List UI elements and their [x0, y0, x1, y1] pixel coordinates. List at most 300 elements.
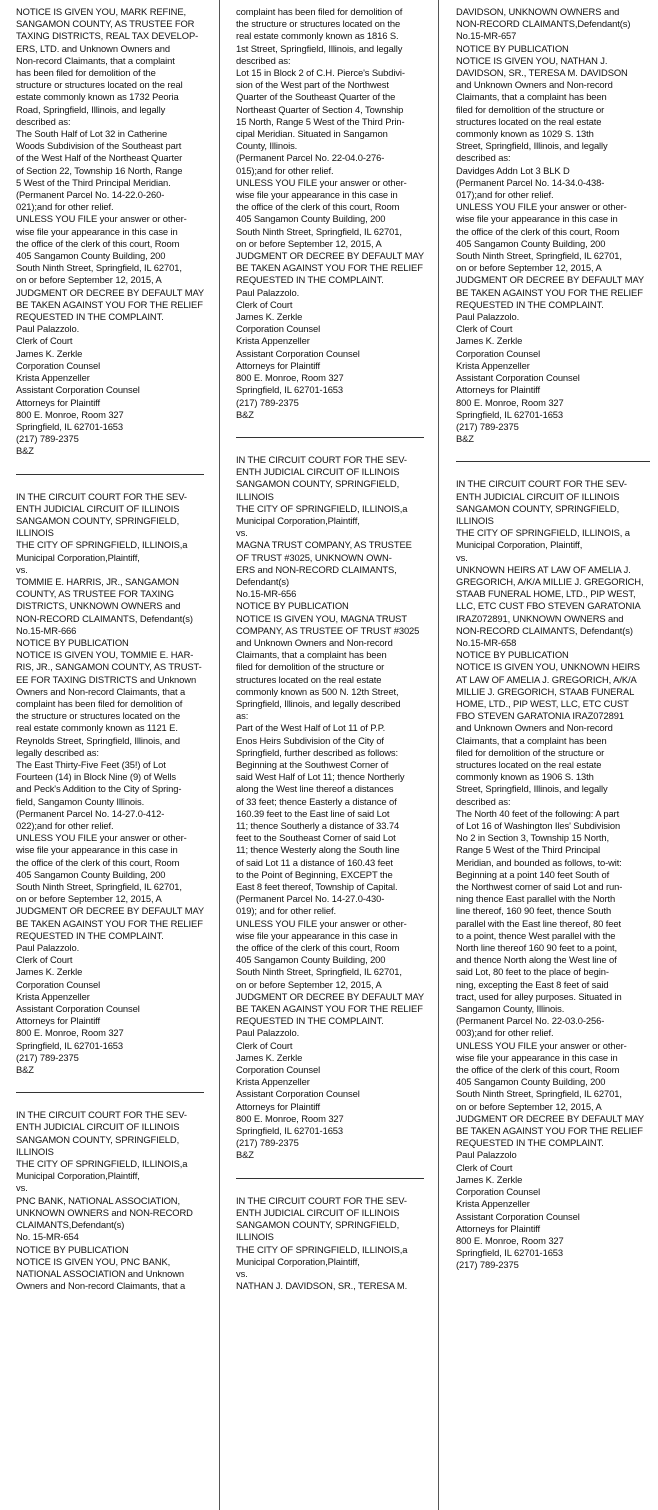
notice-line: described as: — [456, 152, 511, 164]
notice-line: and Unknown Owners and Non-record — [456, 722, 613, 734]
notice-line: THE CITY OF SPRINGFIELD, ILLINOIS,a — [16, 539, 188, 551]
notice-line: OF TRUST #3025, UNKNOWN OWN- — [236, 551, 392, 563]
notice-line: NOTICE IS GIVEN YOU, PNC BANK, — [16, 1255, 171, 1267]
notice-line: Attorneys for Plaintiff — [456, 384, 541, 396]
notice-line: the office of the clerk of this court, Room — [456, 1064, 620, 1076]
legal-notice — [16, 6, 204, 458]
notice-line: complaint has been filed for demolition of — [16, 697, 183, 709]
notice-line: of 33 feet; thence Easterly a distance of — [236, 795, 397, 807]
notice-separator — [236, 1178, 424, 1179]
legal-notice — [16, 1109, 204, 1292]
legal-notice — [236, 6, 424, 421]
notice-line: County, Illinois. — [236, 140, 298, 152]
notice-line: NOTICE IS GIVEN YOU, MAGNA TRUST — [236, 612, 407, 624]
notice-line: Paul Palazzolo. — [236, 286, 300, 298]
notice-line: ILLINOIS — [16, 1145, 54, 1157]
notice-line: Defendant(s) — [236, 575, 289, 587]
column-1 — [16, 6, 204, 1510]
notice-line: and Unknown Owners and Non-record — [456, 79, 613, 91]
notice-line: No.15-MR-657 — [456, 30, 517, 42]
notice-line: B&Z — [456, 433, 474, 445]
notice-line: Municipal Corporation,Plaintiff, — [236, 514, 360, 526]
notice-line: NON-RECORD CLAIMANTS, Defendant(s) — [16, 612, 193, 624]
notice-line: filed for demolition of the structure or — [456, 103, 605, 115]
notice-line: Municipal Corporation,Plaintiff, — [16, 551, 140, 563]
notice-line: 405 Sangamon County Building, 200 — [456, 237, 606, 249]
notice-line: Assistant Corporation Counsel — [456, 1210, 580, 1222]
notice-line: Attorneys for Plaintiff — [236, 1100, 321, 1112]
notice-line: (Permanent Parcel No. 22-04.0-276- — [236, 152, 385, 164]
notice-line: BE TAKEN AGAINST YOU FOR THE RELIEF — [236, 1003, 423, 1015]
notice-line: legally described as: — [16, 746, 99, 758]
notice-line: NOTICE IS GIVEN YOU, NATHAN J. — [456, 54, 608, 66]
notice-line: Beginning at the Southwest Corner of — [236, 758, 389, 770]
notice-line: (217) 789-2375 — [236, 1137, 299, 1149]
notice-line: on or before September 12, 2015, A — [236, 237, 382, 249]
notice-line: on or before September 12, 2015, A — [456, 262, 602, 274]
notice-line: MILLIE J. GREGORICH, STAAB FUNERAL — [456, 685, 635, 697]
notice-line: commonly known as 1906 S. 13th — [456, 771, 594, 783]
notice-line: Corporation Counsel — [16, 978, 101, 990]
notice-line: RIS, JR., SANGAMON COUNTY, AS TRUST- — [16, 661, 202, 673]
notice-line: sion of the West part of the Northwest — [236, 79, 389, 91]
notice-line: has been filed for demolition of the — [16, 67, 156, 79]
notice-line: UNLESS YOU FILE your answer or other- — [16, 213, 187, 225]
notice-line: Corporation Counsel — [16, 359, 101, 371]
notice-line: TAXING DISTRICTS, REAL TAX DEVELOP- — [16, 30, 199, 42]
notice-line: JUDGMENT OR DECREE BY DEFAULT MAY — [456, 274, 645, 286]
notice-line: NOTICE BY PUBLICATION — [456, 42, 569, 54]
notice-line: Claimants, that a complaint has been — [456, 734, 607, 746]
notice-separator — [16, 474, 204, 475]
notice-line: Assistant Corporation Counsel — [16, 384, 140, 396]
notice-line: BE TAKEN AGAINST YOU FOR THE RELIEF — [456, 286, 643, 298]
notice-line: 015);and for other relief. — [236, 164, 334, 176]
notice-line: LLC, ETC CUST FBO STEVEN GARATONIA — [456, 600, 641, 612]
notice-line: No. 15-MR-654 — [16, 1231, 79, 1243]
notice-line: Clerk of Court — [236, 298, 293, 310]
notice-line: SANGAMON COUNTY, SPRINGFIELD, — [236, 478, 400, 490]
notice-line: JUDGMENT OR DECREE BY DEFAULT MAY — [236, 250, 424, 262]
notice-line: NOTICE BY PUBLICATION — [456, 649, 569, 661]
notice-line: wise file your appearance in this case in — [16, 844, 178, 856]
notice-line: REQUESTED IN THE COMPLAINT. — [456, 298, 604, 310]
notice-line: REQUESTED IN THE COMPLAINT. — [236, 1015, 384, 1027]
notice-line: 5 West of the Third Principal Meridian. — [16, 176, 171, 188]
notice-line: along the West line thereof a distances — [236, 783, 394, 795]
notice-line: SANGAMON COUNTY, SPRINGFIELD, — [16, 514, 180, 526]
notice-line: NATIONAL ASSOCIATION and Unknown — [16, 1267, 185, 1279]
notice-line: Street, Springfield, Illinois, and legally — [456, 783, 608, 795]
notice-line: 11; thence Southerly a distance of 33.74 — [236, 820, 400, 831]
notice-line: Attorneys for Plaintiff — [456, 1222, 541, 1234]
legal-notice — [16, 491, 204, 1077]
notice-line: Corporation Counsel — [236, 323, 321, 335]
notice-line: James K. Zerkle — [236, 311, 303, 323]
notice-line: vs. — [236, 527, 248, 539]
notice-line: THE CITY OF SPRINGFIELD, ILLINOIS,a — [236, 1243, 408, 1255]
notice-line: Clerk of Court — [456, 1161, 513, 1173]
notice-line: FBO STEVEN GARATONIA IRAZ072891 — [456, 710, 624, 722]
notice-separator — [456, 461, 650, 462]
notice-line: JUDGMENT OR DECREE BY DEFAULT MAY — [16, 286, 204, 298]
notice-line: James K. Zerkle — [16, 347, 83, 359]
notice-line: wise file your appearance in this case in — [236, 929, 398, 941]
notice-line: EE FOR TAXING DISTRICTS and Unknown — [16, 673, 197, 685]
notice-line: Assistant Corporation Counsel — [236, 347, 360, 359]
notice-line: Krista Appenzeller — [16, 372, 90, 384]
notice-line: the office of the clerk of this court, Room — [16, 237, 180, 249]
notice-line: as: — [236, 710, 249, 722]
notice-line: THE CITY OF SPRINGFIELD, ILLINOIS, a — [456, 527, 630, 539]
notice-line: Springfield, IL 62701-1653 — [236, 384, 344, 396]
notice-line: AT LAW OF AMELIA J. GREGORICH, A/K/A — [456, 673, 637, 685]
notice-line: on or before September 12, 2015, A — [16, 274, 162, 286]
notice-line: to the Point of Beginning, EXCEPT the — [236, 868, 393, 880]
notice-line: 405 Sangamon County Building, 200 — [456, 1076, 606, 1088]
notice-line: B&Z — [236, 408, 254, 420]
notice-line: Paul Palazzolo. — [236, 1027, 300, 1039]
notice-line: ILLINOIS — [236, 490, 274, 502]
notice-line: 405 Sangamon County Building, 200 — [236, 954, 386, 966]
notice-line: Corporation Counsel — [456, 1186, 541, 1198]
notice-line: Clerk of Court — [16, 335, 73, 347]
notice-line: said Lot, 80 feet to the place of begin- — [456, 966, 609, 978]
notice-line: (Permanent Parcel No. 14-27.0-412- — [16, 807, 165, 819]
notice-line: The South Half of Lot 32 in Catherine — [16, 128, 168, 140]
notice-line: SANGAMON COUNTY, AS TRUSTEE FOR — [16, 18, 195, 30]
notice-line: DAVIDSON, UNKNOWN OWNERS and — [456, 6, 620, 17]
notice-line: The East Thirty-Five Feet (35!) of Lot — [16, 758, 166, 770]
notice-line: Road, Springfield, Illinois, and legally — [16, 103, 166, 115]
notice-line: JUDGMENT OR DECREE BY DEFAULT MAY — [16, 905, 204, 917]
notice-line: Springfield, IL 62701-1653 — [456, 408, 564, 420]
notice-line: real estate commonly known as 1121 E. — [16, 722, 178, 734]
notice-line: NOTICE IS GIVEN YOU, MARK REFINE, — [16, 6, 186, 17]
notice-line: 160.39 feet to the East line of said Lot — [236, 807, 390, 819]
notice-line: line thereof, 160 90 feet, thence South — [456, 905, 612, 917]
notice-line: Clerk of Court — [236, 1039, 293, 1051]
notice-line: East 8 feet thereof, Township of Capital. — [236, 881, 398, 893]
notice-line: BE TAKEN AGAINST YOU FOR THE RELIEF — [456, 1125, 643, 1137]
notice-line: Sangamon County, Illinois. — [456, 1003, 565, 1015]
notice-line: Clerk of Court — [16, 954, 73, 966]
notice-line: on or before September 12, 2015, A — [16, 893, 162, 905]
notice-line: TOMMIE E. HARRIS, JR., SANGAMON — [16, 575, 179, 587]
notice-line: Assistant Corporation Counsel — [16, 1003, 140, 1015]
notice-line: Springfield, further described as follows: — [236, 746, 399, 758]
notice-line: JUDGMENT OR DECREE BY DEFAULT MAY — [236, 990, 424, 1002]
notice-line: 800 E. Monroe, Room 327 — [16, 408, 124, 420]
notice-line: Meridian, and bounded as follows, to-wit: — [456, 856, 622, 868]
notice-line: Woods Subdivision of the Southeast part — [16, 140, 182, 152]
notice-line: wise file your appearance in this case in — [456, 213, 618, 225]
notice-line: (217) 789-2375 — [456, 1259, 519, 1271]
notice-line: (217) 789-2375 — [236, 396, 299, 408]
notice-line: on or before September 12, 2015, A — [456, 1100, 602, 1112]
notice-line: ning, excepting the East 8 feet of said — [456, 978, 609, 990]
legal-notice — [236, 454, 424, 1162]
notice-line: UNLESS YOU FILE your answer or other- — [456, 1039, 627, 1051]
notice-line: IN THE CIRCUIT COURT FOR THE SEV- — [456, 478, 627, 490]
notice-line: IRAZ072891, UNKNOWN OWNERS and — [456, 612, 624, 624]
notice-line: the structure or structures located on the — [16, 710, 181, 722]
notice-line: 405 Sangamon County Building, 200 — [16, 868, 166, 880]
notice-line: Municipal Corporation, Plaintiff, — [456, 539, 583, 551]
notice-line: James K. Zerkle — [456, 335, 523, 347]
notice-line: (217) 789-2375 — [16, 1051, 79, 1063]
notice-line: REQUESTED IN THE COMPLAINT. — [16, 311, 164, 323]
notice-line: 022);and for other relief. — [16, 820, 114, 831]
notice-line: Attorneys for Plaintiff — [16, 396, 101, 408]
notice-line: Paul Palazzolo. — [16, 942, 80, 954]
column-divider — [219, 0, 220, 1510]
notice-line: Municipal Corporation,Plaintiff, — [16, 1170, 140, 1182]
notice-line: COMPANY, AS TRUSTEE OF TRUST #3025 — [236, 624, 420, 636]
notice-line: complaint has been filed for demolition of — [236, 6, 403, 17]
notice-line: Fourteen (14) in Block Nine (9) of Wells — [16, 771, 176, 783]
notice-line: and Unknown Owners and Non-record — [236, 636, 393, 648]
legal-notice — [456, 6, 650, 445]
notice-line: wise file your appearance in this case in — [16, 225, 178, 237]
notice-line: Claimants, that a complaint has been — [236, 649, 387, 661]
notice-line: THE CITY OF SPRINGFIELD, ILLINOIS,a — [16, 1158, 188, 1170]
notice-line: 021);and for other relief. — [16, 201, 114, 213]
notice-line: B&Z — [16, 1064, 34, 1076]
notice-line: Quarter of the Southeast Quarter of the — [236, 91, 396, 103]
notice-line: No.15-MR-658 — [456, 636, 517, 648]
notice-line: COUNTY, AS TRUSTEE FOR TAXING — [16, 588, 174, 600]
notice-line: filed for demolition of the structure or — [236, 661, 385, 673]
notice-separator — [236, 437, 424, 438]
notice-line: vs. — [456, 551, 468, 563]
notice-line: NON-RECORD CLAIMANTS, Defendant(s) — [456, 624, 633, 636]
notice-line: cipal Meridian. Situated in Sangamon — [236, 128, 388, 140]
notice-line: of Section 22, Township 16 North, Range — [16, 164, 183, 176]
notice-line: B&Z — [16, 445, 34, 457]
notice-line: South Ninth Street, Springfield, IL 62701, — [16, 881, 182, 893]
notice-line: 800 E. Monroe, Room 327 — [456, 396, 564, 408]
notice-line: SANGAMON COUNTY, SPRINGFIELD, — [456, 502, 620, 514]
column-3 — [456, 6, 650, 1510]
notice-line: Assistant Corporation Counsel — [236, 1088, 360, 1100]
notice-line: SANGAMON COUNTY, SPRINGFIELD, — [16, 1133, 180, 1145]
notice-line: 800 E. Monroe, Room 327 — [16, 1027, 124, 1039]
notice-line: of said Lot 11 a distance of 160.43 feet — [236, 856, 393, 868]
notice-line: Corporation Counsel — [456, 347, 541, 359]
notice-line: UNLESS YOU FILE your answer or other- — [16, 832, 187, 844]
notice-line: commonly known as 1029 S. 13th — [456, 128, 594, 140]
notice-line: the Northwest corner of said Lot and run- — [456, 881, 623, 893]
notice-line: parallel with the East line thereof, 80 feet — [456, 917, 621, 929]
notice-line: IN THE CIRCUIT COURT FOR THE SEV- — [236, 1194, 407, 1206]
notice-separator — [16, 1092, 204, 1093]
notice-line: Street, Springfield, Illinois, and legally — [456, 140, 608, 152]
notice-line: real estate commonly known as 1816 S. — [236, 30, 399, 42]
notice-line: THE CITY OF SPRINGFIELD, ILLINOIS,a — [236, 502, 408, 514]
notice-line: NOTICE BY PUBLICATION — [236, 600, 349, 612]
notice-line: filed for demolition of the structure or — [456, 746, 605, 758]
notice-line: (Permanent Parcel No. 14-27.0-430- — [236, 893, 385, 905]
notice-line: Assistant Corporation Counsel — [456, 372, 580, 384]
notice-line: of the West Half of the Northeast Quarter — [16, 152, 183, 164]
notice-line: DISTRICTS, UNKNOWN OWNERS and — [16, 600, 181, 612]
notice-line: JUDGMENT OR DECREE BY DEFAULT MAY — [456, 1112, 645, 1124]
notice-line: James K. Zerkle — [16, 966, 83, 978]
notice-line: 003);and for other relief. — [456, 1027, 554, 1039]
notice-line: Springfield, IL 62701-1653 — [16, 420, 124, 432]
notice-line: South Ninth Street, Springfield, IL 62701, — [456, 250, 622, 262]
notice-line: REQUESTED IN THE COMPLAINT. — [456, 1137, 604, 1149]
notice-line: Lot 15 in Block 2 of C.H. Pierce's Subdivi- — [236, 67, 405, 79]
notice-line: Davidges Addn Lot 3 BLK D — [456, 164, 570, 176]
notice-line: UNKNOWN HEIRS AT LAW OF AMELIA J. — [456, 563, 631, 575]
notice-line: and Peck's Addition to the City of Spring- — [16, 783, 182, 795]
notice-line: structures located on the real estate — [456, 115, 602, 127]
notice-line: Municipal Corporation,Plaintiff, — [236, 1255, 360, 1267]
notice-line: Part of the West Half of Lot 11 of P.P. — [236, 722, 386, 734]
notice-line: 800 E. Monroe, Room 327 — [236, 1112, 344, 1124]
notice-line: No 2 in Section 3, Township 15 North, — [456, 832, 609, 844]
notice-line: The North 40 feet of the following: A part — [456, 807, 620, 819]
notice-line: BE TAKEN AGAINST YOU FOR THE RELIEF — [16, 298, 203, 310]
notice-line: ILLINOIS — [456, 514, 494, 526]
notice-line: North line thereof 160 90 feet to a point, — [456, 942, 618, 954]
notice-line: Attorneys for Plaintiff — [16, 1015, 101, 1027]
notice-line: Krista Appenzeller — [456, 359, 530, 371]
notice-line: the office of the clerk of this court, Room — [236, 201, 400, 213]
notice-line: described as: — [456, 795, 511, 807]
notice-line: IN THE CIRCUIT COURT FOR THE SEV- — [16, 490, 187, 502]
notice-line: BE TAKEN AGAINST YOU FOR THE RELIEF — [236, 262, 423, 274]
notice-line: 405 Sangamon County Building, 200 — [16, 250, 166, 262]
notice-line: on or before September 12, 2015, A — [236, 978, 382, 990]
notice-line: Corporation Counsel — [236, 1064, 321, 1076]
notice-line: of Lot 16 of Washington Iles' Subdivision — [456, 820, 621, 831]
notice-line: the office of the clerk of this court, Room — [456, 225, 620, 237]
notice-line: 11; thence Westerly along the South line — [236, 844, 400, 856]
notice-line: wise file your appearance in this case in — [456, 1051, 618, 1063]
notice-line: Owners and Non-record Claimants, that a — [16, 685, 186, 697]
notice-line: UNLESS YOU FILE your answer or other- — [456, 201, 627, 213]
notice-line: tract, used for alley purposes. Situated in — [456, 990, 622, 1002]
notice-line: Springfield, IL 62701-1653 — [236, 1125, 344, 1137]
notice-line: vs. — [16, 563, 28, 575]
notice-line: ILLINOIS — [16, 527, 54, 539]
notice-line: to a point, thence West parallel with the — [456, 929, 616, 941]
notice-line: Reynolds Street, Springfield, Illinois, and — [16, 734, 181, 746]
notice-line: Owners and Non-record Claimants, that a — [16, 1280, 186, 1292]
notice-line: the office of the clerk of this court, Room — [236, 942, 400, 954]
notice-line: ENTH JUDICIAL CIRCUIT OF ILLINOIS — [16, 1121, 180, 1133]
notice-line: Springfield, IL 62701-1653 — [456, 1247, 564, 1259]
notice-line: Krista Appenzeller — [16, 990, 90, 1002]
notice-line: feet to the Southeast Corner of said Lot — [236, 832, 396, 844]
notice-line: and thence North along the West line of — [456, 954, 617, 966]
notice-line: Springfield, Illinois, and legally described — [236, 697, 401, 709]
notice-line: Krista Appenzeller — [236, 335, 310, 347]
notice-line: B&Z — [236, 1149, 254, 1161]
notice-line: South Ninth Street, Springfield, IL 62701, — [236, 225, 402, 237]
notice-line: Range 5 West of the Third Principal — [456, 844, 601, 856]
notice-line: wise file your appearance in this case in — [236, 189, 398, 201]
notice-line: No.15-MR-666 — [16, 624, 77, 636]
notice-line: structures located on the real estate — [456, 758, 602, 770]
notice-line: (Permanent Parcel No. 22-03.0-256- — [456, 1015, 605, 1027]
notice-line: CLAIMANTS,Defendant(s) — [16, 1219, 125, 1231]
notice-line: ENTH JUDICIAL CIRCUIT OF ILLINOIS — [16, 502, 180, 514]
notice-line: Non-record Claimants, that a complaint — [16, 54, 175, 66]
notice-line: SANGAMON COUNTY, SPRINGFIELD, — [236, 1219, 400, 1231]
notice-line: Krista Appenzeller — [456, 1198, 530, 1210]
legal-notice — [236, 1195, 424, 1293]
notice-line: said West Half of Lot 11; thence Northerly — [236, 771, 405, 783]
notice-line: Enos Heirs Subdivision of the City of — [236, 734, 384, 746]
notice-line: 15 North, Range 5 West of the Third Prin- — [236, 115, 405, 127]
notice-line: Northeast Quarter of Section 4, Township — [236, 103, 404, 115]
notice-line: NOTICE BY PUBLICATION — [16, 1243, 129, 1255]
notice-line: 405 Sangamon County Building, 200 — [236, 213, 386, 225]
notice-line: Paul Palazzolo. — [16, 323, 80, 335]
notice-line: NATHAN J. DAVIDSON, SR., TERESA M. — [236, 1280, 408, 1292]
notice-line: ENTH JUDICIAL CIRCUIT OF ILLINOIS — [236, 466, 400, 478]
notice-line: commonly known as 500 N. 12th Street, — [236, 685, 399, 697]
notice-line: MAGNA TRUST COMPANY, AS TRUSTEE — [236, 539, 412, 551]
notice-line: Paul Palazzolo — [456, 1149, 517, 1161]
notice-line: James K. Zerkle — [236, 1051, 303, 1063]
notice-line: ning thence East parallel with the North — [456, 893, 616, 905]
notice-line: UNLESS YOU FILE your answer or other- — [236, 917, 407, 929]
notice-line: NON-RECORD CLAIMANTS,Defendant(s) — [456, 18, 631, 30]
notice-line: STAAB FUNERAL HOME, LTD., PIP WEST, — [456, 588, 636, 600]
notice-line: Attorneys for Plaintiff — [236, 359, 321, 371]
notice-line: IN THE CIRCUIT COURT FOR THE SEV- — [236, 453, 407, 465]
notice-line: Claimants, that a complaint has been — [456, 91, 607, 103]
notice-line: South Ninth Street, Springfield, IL 62701, — [16, 262, 182, 274]
notice-line: Krista Appenzeller — [236, 1076, 310, 1088]
notice-line: REQUESTED IN THE COMPLAINT. — [16, 929, 164, 941]
notice-line: NOTICE BY PUBLICATION — [16, 636, 129, 648]
notice-line: James K. Zerkle — [456, 1173, 523, 1185]
notice-line: 800 E. Monroe, Room 327 — [236, 372, 344, 384]
notice-line: Clerk of Court — [456, 323, 513, 335]
notice-line: structure or structures located on the real — [16, 79, 183, 91]
notice-line: vs. — [16, 1182, 28, 1194]
notice-line: ILLINOIS — [236, 1231, 274, 1243]
notice-line: NOTICE IS GIVEN YOU, UNKNOWN HEIRS — [456, 661, 640, 673]
notice-line: Paul Palazzolo. — [456, 311, 520, 323]
notice-line: ERS and NON-RECORD CLAIMANTS, — [236, 563, 397, 575]
notice-line: GREGORICH, A/K/A MILLIE J. GREGORICH, — [456, 575, 644, 587]
notice-line: structures located on the real estate — [236, 673, 382, 685]
notice-line: (Permanent Parcel No. 14-22.0-260- — [16, 189, 165, 201]
notice-line: estate commonly known as 1732 Peoria — [16, 91, 179, 103]
notice-line: 019); and for other relief. — [236, 905, 336, 917]
notice-line: 017);and for other relief. — [456, 189, 554, 201]
notice-line: vs. — [236, 1267, 248, 1279]
notice-line: NOTICE IS GIVEN YOU, TOMMIE E. HAR- — [16, 649, 194, 661]
notice-line: (217) 789-2375 — [456, 420, 519, 432]
column-divider — [438, 0, 439, 1510]
notice-line: Beginning at a point 140 feet South of — [456, 868, 610, 880]
notice-line: field, Sangamon County Illinois. — [16, 795, 145, 807]
notice-line: Springfield, IL 62701-1653 — [16, 1039, 124, 1051]
notice-line: No.15-MR-656 — [236, 588, 297, 600]
column-2 — [236, 6, 424, 1510]
notice-line: UNLESS YOU FILE your answer or other- — [236, 176, 407, 188]
notice-line: 800 E. Monroe, Room 327 — [456, 1234, 564, 1246]
notice-line: described as: — [236, 54, 291, 66]
